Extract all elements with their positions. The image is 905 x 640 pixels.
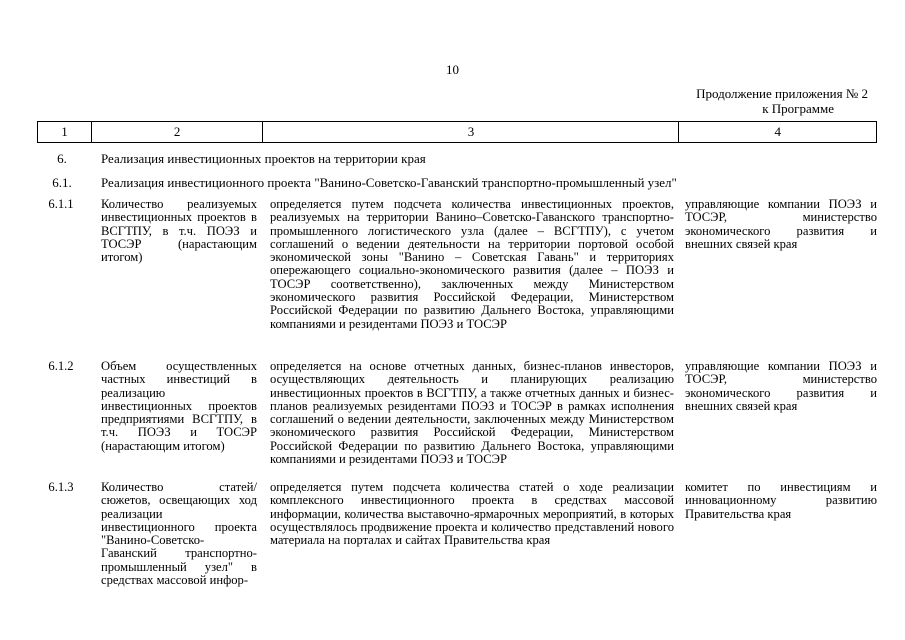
responsible-executor: управляющие компании ПОЭЗ и ТОСЭР, министерство экономического развития и внешних связей края [685, 359, 877, 413]
indicator-name: Количество реализуемых инвестиционных проектов в ВСГТПУ, в т.ч. ПОЭЗ и ТОСЭР (нарастающим итогом) [101, 197, 257, 265]
column-header-2: 2 [92, 122, 264, 142]
column-header-3: 3 [263, 122, 679, 142]
calculation-method: определяется путем подсчета количества инвестиционных проектов, реализуемых на территории Ванино–Советско-Гаванского транспортно-промышленного логистического узла (далее – ВСГТПУ), с учетом соглашений о ведении деятельности на территории портовой особой экономической зоны "Ванино – Советская Гавань" и территориях опережающего социально-экономического развития (далее – ПОЭЗ и ТОСЭР соответственно), заключенных между Министерством экономического развития Российской Федерации, Министерством Российской Федерации по развитию Дальнего Востока, управляющими компаниями и резидентами ПОЭЗ и ТОСЭР [270, 197, 674, 331]
appendix-note-line2: к Программе [762, 101, 834, 116]
responsible-executor: комитет по инвестициям и инновационному развитию Правительства края [685, 480, 877, 521]
page-number: 10 [446, 62, 459, 77]
calculation-method: определяется на основе отчетных данных, бизнес-планов инвесторов, осуществляющих деятельность и планирующих реализацию инвестиционных проектов в ВСГТПУ, а также отчетных данных и бизнес-планов реализуемых резидентами ПОЭЗ и ТОСЭР в рамках исполнения соглашений о ведении деятельности, заключенных между Министерством экономического развития Российской Федерации, Министерством Российской Федерации по развитию Дальнего Востока, управляющими компаниями и резидентами ПОЭЗ и ТОСЭР [270, 359, 674, 467]
appendix-note [668, 86, 868, 116]
row-number: 6.1.3 [48, 480, 74, 494]
subsection-number: 6.1. [52, 175, 72, 190]
table-header [37, 121, 877, 143]
row-number: 6.1.1 [48, 197, 74, 211]
section-number: 6. [57, 151, 67, 166]
indicator-name: Количество статей/ сюжетов, освещающих ход реализации инвестиционного проекта "Ванино-Советско-Гаванский транспортно-промышленный узел" в средствах массовой инфор- [101, 480, 257, 588]
column-header-4: 4 [774, 124, 781, 139]
appendix-note-line1: Продолжение приложения № 2 [696, 86, 868, 101]
subsection-title: Реализация инвестиционного проекта "Ванино-Советско-Гаванский транспортно-промышленный узел" [101, 175, 677, 190]
row-number: 6.1.2 [48, 359, 74, 373]
responsible-executor: управляющие компании ПОЭЗ и ТОСЭР, министерство экономического развития и внешних связей края [685, 197, 877, 251]
section-title: Реализация инвестиционных проектов на территории края [101, 151, 426, 166]
column-header-1: 1 [38, 122, 92, 142]
indicator-name: Объем осуществленных частных инвестиций в реализацию инвестиционных проектов предприятиями ВСГТПУ, в т.ч. ПОЭЗ и ТОСЭР (нарастающим итогом) [101, 359, 257, 453]
calculation-method: определяется путем подсчета количества статей о ходе реализации комплексного инвестиционного проекта в средствах массовой информации, количества выставочно-ярмарочных мероприятий, в которых осуществлялось продвижение проекта и количество представлений нового материала на порталах и сайтах Правительства края [270, 480, 674, 548]
